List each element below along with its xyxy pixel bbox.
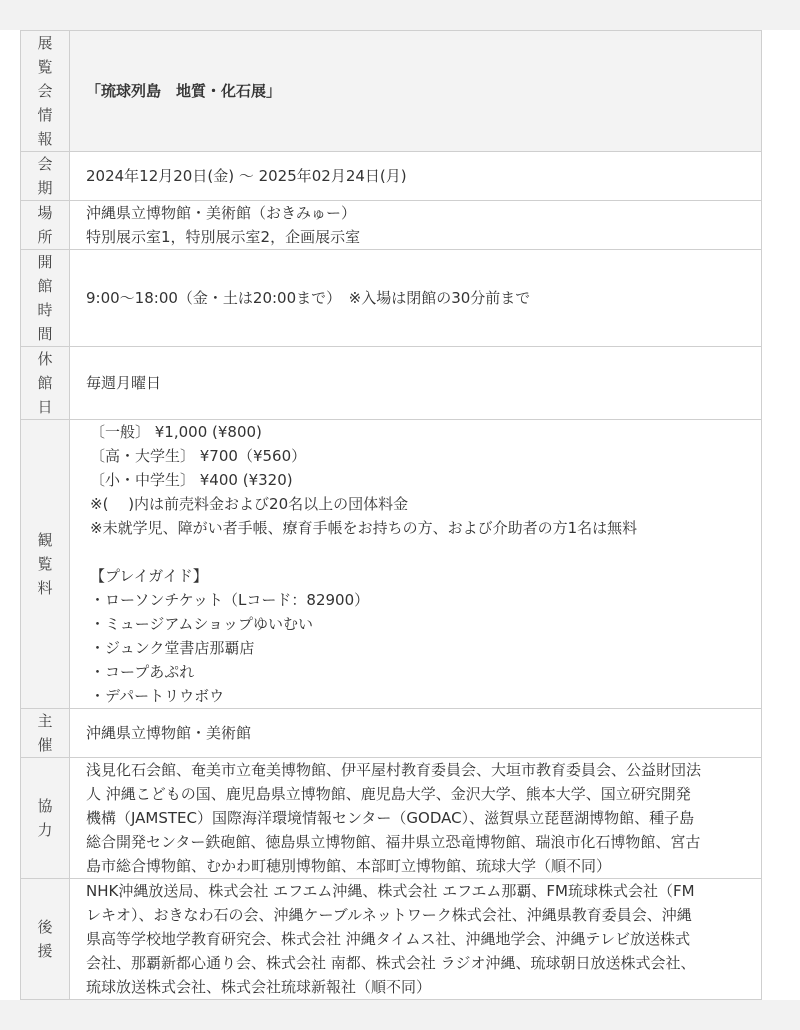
label-exhibition-info: 展覧会情報 bbox=[21, 31, 70, 152]
label-organizer: 主催 bbox=[21, 709, 70, 758]
row-exhibition-info bbox=[21, 31, 762, 152]
support-line: 県高等学校地学教育研究会、株式会社 沖縄タイムス社、沖縄地学会、沖縄テレビ放送株式 bbox=[86, 930, 691, 948]
label-period: 会期 bbox=[21, 152, 70, 201]
row-cooperation bbox=[21, 758, 762, 879]
support-line: レキオ）、おきなわ石の会、沖縄ケーブルネットワーク株式会社、沖縄県教育委員会、沖縄 bbox=[86, 906, 692, 924]
row-support bbox=[21, 879, 762, 1000]
fee-value bbox=[70, 420, 762, 709]
support-value bbox=[70, 879, 762, 1000]
spacer bbox=[90, 540, 745, 564]
cooperation-value bbox=[70, 758, 762, 879]
fee-line: ※( )内は前売料金および20名以上の団体料金 bbox=[90, 495, 409, 513]
playguide-heading: 【プレイガイド】 bbox=[90, 567, 208, 585]
label-support: 後援 bbox=[21, 879, 70, 1000]
label-cooperation: 協力 bbox=[21, 758, 70, 879]
playguide-item: ・ジュンク堂書店那覇店 bbox=[90, 639, 255, 657]
cooperation-line: 機構（JAMSTEC）国際海洋環境情報センター（GODAC）、滋賀県立琵琶湖博物館、種子島 bbox=[86, 809, 695, 827]
cooperation-line: 人 沖縄こどもの国、鹿児島県立博物館、鹿児島大学、金沢大学、熊本大学、国立研究開発 bbox=[86, 785, 691, 803]
fee-line: 〔小・中学生〕 ¥400 (¥320) bbox=[90, 471, 293, 489]
cooperation-line: 総合開発センター鉄砲館、徳島県立博物館、福井県立恐竜博物館、瑞浪市化石博物館、宮古 bbox=[86, 833, 701, 851]
closed-value: 毎週月曜日 bbox=[70, 347, 762, 420]
row-closed bbox=[21, 347, 762, 420]
support-line: 琉球放送株式会社、株式会社琉球新報社（順不同） bbox=[86, 978, 432, 996]
row-venue bbox=[21, 201, 762, 250]
venue-value bbox=[70, 201, 762, 250]
fee-line: ※未就学児、障がい者手帳、療育手帳をお持ちの方、および介助者の方1名は無料 bbox=[90, 519, 638, 537]
label-hours: 開館時間 bbox=[21, 250, 70, 347]
playguide-item: ・コープあぷれ bbox=[90, 663, 195, 681]
exhibition-info-table bbox=[20, 30, 762, 1000]
row-period bbox=[21, 152, 762, 201]
row-organizer bbox=[21, 709, 762, 758]
row-hours bbox=[21, 250, 762, 347]
label-closed: 休館日 bbox=[21, 347, 70, 420]
cooperation-line: 浅見化石会館、奄美市立奄美博物館、伊平屋村教育委員会、大垣市教育委員会、公益財団法 bbox=[86, 761, 702, 779]
support-line: NHK沖縄放送局、株式会社 エフエム沖縄、株式会社 エフエム那覇、FM琉球株式会社（FM bbox=[86, 882, 695, 900]
hours-value: 9:00〜18:00（金・土は20:00まで） ※入場は閉館の30分前まで bbox=[70, 250, 762, 347]
organizer-value: 沖縄県立博物館・美術館 bbox=[70, 709, 762, 758]
venue-line: 沖縄県立博物館・美術館（おきみゅー） bbox=[86, 204, 357, 222]
fee-line: 〔一般〕 ¥1,000 (¥800) bbox=[90, 423, 262, 441]
label-venue: 場所 bbox=[21, 201, 70, 250]
playguide-item: ・ミュージアムショップゆいむい bbox=[90, 615, 314, 633]
exhibition-title: 「琉球列島 地質・化石展」 bbox=[70, 31, 762, 152]
playguide-item: ・デパートリウボウ bbox=[90, 687, 225, 705]
row-fee bbox=[21, 420, 762, 709]
label-fee: 観覧料 bbox=[21, 420, 70, 709]
fee-line: 〔高・大学生〕 ¥700（¥560） bbox=[90, 447, 307, 465]
playguide-item: ・ローソンチケット（Lコード：82900） bbox=[90, 591, 370, 609]
period-value: 2024年12月20日(金) 〜 2025年02月24日(月) bbox=[70, 152, 762, 201]
venue-line: 特別展示室1，特別展示室2，企画展示室 bbox=[86, 228, 361, 246]
cooperation-line: 島市総合博物館、むかわ町穂別博物館、本部町立博物館、琉球大学（順不同） bbox=[86, 857, 612, 875]
support-line: 会社、那覇新都心通り会、株式会社 南都、株式会社 ラジオ沖縄、琉球朝日放送株式会社、 bbox=[86, 954, 696, 972]
